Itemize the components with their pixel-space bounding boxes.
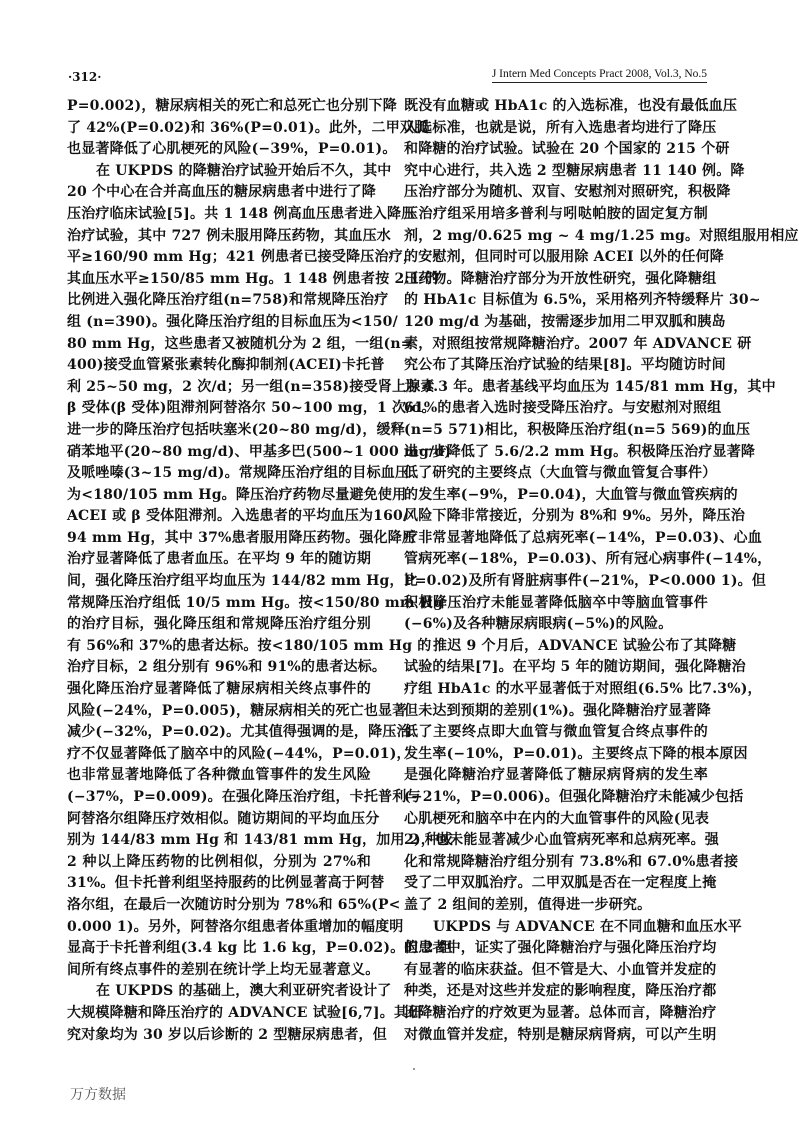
text-line: 大规模降糖和降压治疗的 ADVANCE 试验[6,7]。其研 (67, 1004, 423, 1021)
journal-header: J Intern Med Concepts Pract 2008, Vol.3, No.5 (492, 68, 707, 83)
text-line: 素，对照组按常规降糖治疗。2007 年 ADVANCE 研 (404, 335, 752, 352)
text-line: 利 25~50 mg，2 次/d；另一组(n=358)接受肾上腺素 (67, 378, 435, 395)
text-line: 平≥160/90 mm Hg；421 例患者已接受降压治疗， (67, 249, 418, 266)
right-column (404, 96, 799, 1046)
scan-speck (413, 1068, 415, 1070)
text-line: 种类，还是对这些并发症的影响程度，降压治疗都 (404, 983, 717, 1000)
text-line: 疗非常显著地降低了总病死率(−14%，P=0.03)、心血 (404, 529, 762, 546)
text-line: 低了研究的主要终点（大血管与微血管复合事件） (404, 465, 717, 482)
text-line: 也显著降低了心肌梗死的风险(−39%，P=0.01)。 (67, 141, 397, 158)
text-line: (−21%，P=0.006)。但强化降糖治疗未能减少包括 (404, 789, 744, 805)
text-line: 的发生率(−9%，P=0.04)，大血管与微血管疾病的 (404, 486, 738, 503)
text-line: 入选标准，也就是说，所有入选患者均进行了降压 (404, 119, 717, 136)
paragraph (404, 917, 742, 1047)
text-line: 对微血管并发症，特别是糖尿病肾病，可以产生明 (404, 1026, 717, 1043)
text-line: 剂，2 mg/0.625 mg ~ 4 mg/1.25 mg。对照组服用相应 (404, 227, 799, 244)
text-line: 400)接受血管紧张素转化酶抑制剂(ACEI)卡托普 (67, 357, 385, 374)
left-column (67, 96, 454, 1046)
text-line: 究对象均为 30 岁以后诊断的 2 型糖尿病患者，但 (67, 1026, 387, 1043)
text-line: 20 个中心在合并高血压的糖尿病患者中进行了降 (67, 184, 376, 201)
text-line: 硝苯地平(20~80 mg/d)、甲基多巴(500~1 000 mg/d) (67, 443, 452, 460)
text-line: 究中心进行，共入选 2 型糖尿病患者 11 140 例。降 (404, 162, 745, 179)
text-line: 积极降压治疗未能显著降低脑卒中等脑血管事件 (404, 594, 708, 611)
text-line: 是强化降糖治疗显著降低了糖尿病肾病的发生率 (404, 767, 708, 784)
text-line: 组 (n=390)。强化降压治疗组的目标血压为<150/ (67, 313, 398, 330)
text-line: (−37%，P=0.009)。在强化降压治疗组，卡托普利与 (67, 789, 421, 805)
text-line: 阿替洛尔组降压疗效相似。随访期间的平均血压分 (67, 810, 380, 827)
text-line: 盖了 2 组间的差别，值得进一步研究。 (404, 896, 652, 913)
text-line: 强化降压治疗显著降低了糖尿病相关终点事件的 (67, 681, 371, 698)
text-line: 治疗显著降低了患者血压。在平均 9 年的随访期 (67, 551, 372, 568)
text-line: 别为 144/83 mm Hg 和 143/81 mm Hg，加用 2 种或 (67, 832, 454, 849)
text-line: 试验的结果[7]。在平均 5 年的随访期间，强化降糖治 (404, 659, 746, 676)
text-line: 风险下降非常接近，分别为 8%和 9%。另外，降压治 (404, 508, 746, 525)
text-line: 显高于卡托普利组(3.4 kg 比 1.6 kg，P=0.02)。但 2 组 (67, 940, 453, 957)
text-line: 压治疗组采用培多普利与吲哒帕胺的固定复方制 (404, 205, 708, 222)
text-line: 洛尔组，在最后一次随访时分别为 78%和 65%(P< (67, 896, 401, 913)
text-line: 疗组 HbA1c 的水平显著低于对照组(6.5% 比7.3%)， (404, 681, 762, 698)
text-line: UKPDS 与 ADVANCE 在不同血糖和血压水平 (433, 918, 742, 935)
text-line: 压治疗部分为随机、双盲、安慰剂对照研究，积极降 (404, 184, 731, 201)
text-line: 推迟 9 个月后，ADVANCE 试验公布了其降糖 (433, 637, 737, 654)
text-line: 了 42%(P=0.02)和 36%(P=0.01)。此外，二甲双胍 (67, 119, 429, 136)
text-line: 治疗目标，2 组分别有 96%和 91%的患者达标。 (67, 659, 387, 676)
text-line: P=0.002)，糖尿病相关的死亡和总死亡也分别下降 (67, 98, 397, 114)
text-line: 94 mm Hg，其中 37%患者服用降压药物。强化降压 (67, 529, 417, 546)
text-line: 发生率(−10%，P=0.01)。主要终点下降的根本原因 (404, 745, 748, 762)
text-line: 管病死率(−18%，P=0.03)、所有冠心病事件(−14%， (404, 551, 772, 568)
text-line: 疗不仅显著降低了脑卒中的风险(−44%，P=0.01)， (67, 745, 411, 762)
paragraph (67, 981, 423, 1046)
text-line: 的治疗目标，强化降压组和常规降压治疗组分别 (67, 616, 371, 633)
text-line: β 受体(β 受体)阻滞剂阿替洛尔 50~100 mg，1 次/d。 (67, 400, 436, 417)
text-line: 和降糖的治疗试验。试验在 20 个国家的 215 个研 (404, 141, 730, 158)
paragraph (404, 636, 762, 917)
text-line: 常规降压治疗组低 10/5 mm Hg。按<150/80 mm Hg (67, 594, 444, 611)
text-line: 的 HbA1c 目标值为 6.5%，采用格列齐特缓释片 30~ (404, 292, 761, 309)
text-line: 治疗试验，其中 727 例未服用降压药物，其血压水 (67, 227, 391, 244)
text-line: 减少(−32%，P=0.02)。尤其值得强调的是，降压治 (67, 724, 411, 741)
text-line: 心肌梗死和脑卒中在内的大血管事件的风险(见表 (404, 810, 710, 827)
text-line: 及哌唑嗪(3~15 mg/d)。常规降压治疗组的目标血压 (67, 465, 410, 482)
text-line: 为 4.3 年。患者基线平均血压为 145/81 mm Hg，其中 (404, 378, 776, 395)
text-line: 风险(−24%，P=0.005)，糖尿病相关的死亡也显著 (67, 702, 407, 719)
footer-watermark: 万方数据 (70, 1087, 126, 1103)
paragraph (404, 96, 799, 636)
text-line: 压治疗临床试验[5]。共 1 148 例高血压患者进入降压 (67, 205, 416, 222)
text-line: 压药物。降糖治疗部分为开放性研究，强化降糖组 (404, 270, 717, 287)
text-line: 61%的患者入选时接受降压治疗。与安慰剂对照组 (404, 400, 722, 417)
text-line: 0.000 1)。另外，阿替洛尔组患者体重增加的幅度明 (67, 918, 404, 935)
text-line: 31%。但卡托普利组坚持服药的比例显著高于阿替 (67, 875, 385, 892)
text-line: (n=5 571)相比，积极降压治疗组(n=5 569)的血压 (404, 421, 751, 438)
text-line: 进一步降低了 5.6/2.2 mm Hg。积极降压治疗显著降 (404, 443, 756, 460)
text-line: 既没有血糖或 HbA1c 的入选标准，也没有最低血压 (404, 98, 738, 114)
text-line: 也非常显著地降低了各种微血管事件的发生风险 (67, 767, 371, 784)
text-line: 在 UKPDS 的降糖治疗试验开始后不久，其中 (96, 162, 392, 179)
text-line: 的患者中，证实了强化降糖治疗与强化降压治疗均 (404, 940, 717, 957)
text-line: 2)，也未能显著减少心血管病死率和总病死率。强 (404, 832, 719, 849)
text-line: 为<180/105 mm Hg。降压治疗药物尽量避免使用 (67, 486, 407, 503)
text-line: 80 mm Hg，这些患者又被随机分为 2 组，一组(n= (67, 335, 413, 352)
page-number: ·312· (68, 70, 102, 84)
text-line: 化和常规降糖治疗组分别有 73.8%和 67.0%患者接 (404, 853, 739, 870)
text-line: 究公布了其降压治疗试验的结果[8]。平均随访时间 (404, 357, 726, 374)
paragraph (67, 161, 454, 982)
text-line: 的安慰剂，但同时可以服用除 ACEI 以外的任何降 (404, 249, 724, 266)
text-line: 但未达到预期的差别(1%)。强化降糖治疗显著降 (404, 702, 711, 719)
text-line: 低了主要终点即大血管与微血管复合终点事件的 (404, 724, 708, 741)
paragraph (67, 96, 429, 161)
text-line: 其血压水平≥150/85 mm Hg。1 148 例患者按 2:1 的 (67, 270, 440, 287)
text-line: 间，强化降压治疗组平均血压为 144/82 mm Hg，比 (67, 573, 418, 590)
text-line: 比降糖治疗的疗效更为显著。总体而言，降糖治疗 (404, 1004, 717, 1021)
text-line: (−6%)及各种糖尿病眼病(−5%)的风险。 (404, 616, 673, 633)
text-line: 比例进入强化降压治疗组(n=758)和常规降压治疗 (67, 292, 389, 309)
text-line: 2 种以上降压药物的比例相似，分别为 27%和 (67, 853, 371, 870)
text-line: P=0.02)及所有肾脏病事件(−21%，P<0.000 1)。但 (404, 573, 767, 590)
text-line: 间所有终点事件的差别在统计学上均无显著意义。 (67, 961, 380, 978)
text-line: 120 mg/d 为基础，按需逐步加用二甲双胍和胰岛 (404, 313, 726, 330)
text-line: 有 56%和 37%的患者达标。按<180/105 mm Hg 的 (67, 637, 432, 654)
text-line: 进一步的降压治疗包括呋塞米(20~80 mg/d)，缓释 (67, 421, 405, 438)
text-line: 在 UKPDS 的基础上，澳大利亚研究者设计了 (96, 983, 392, 1000)
text-line: 有显著的临床获益。但不管是大、小血管并发症的 (404, 961, 717, 978)
text-line: 受了二甲双胍治疗。二甲双胍是否在一定程度上掩 (404, 875, 717, 892)
text-line: ACEI 或 β 受体阻滞剂。入选患者的平均血压为160/ (67, 508, 409, 525)
